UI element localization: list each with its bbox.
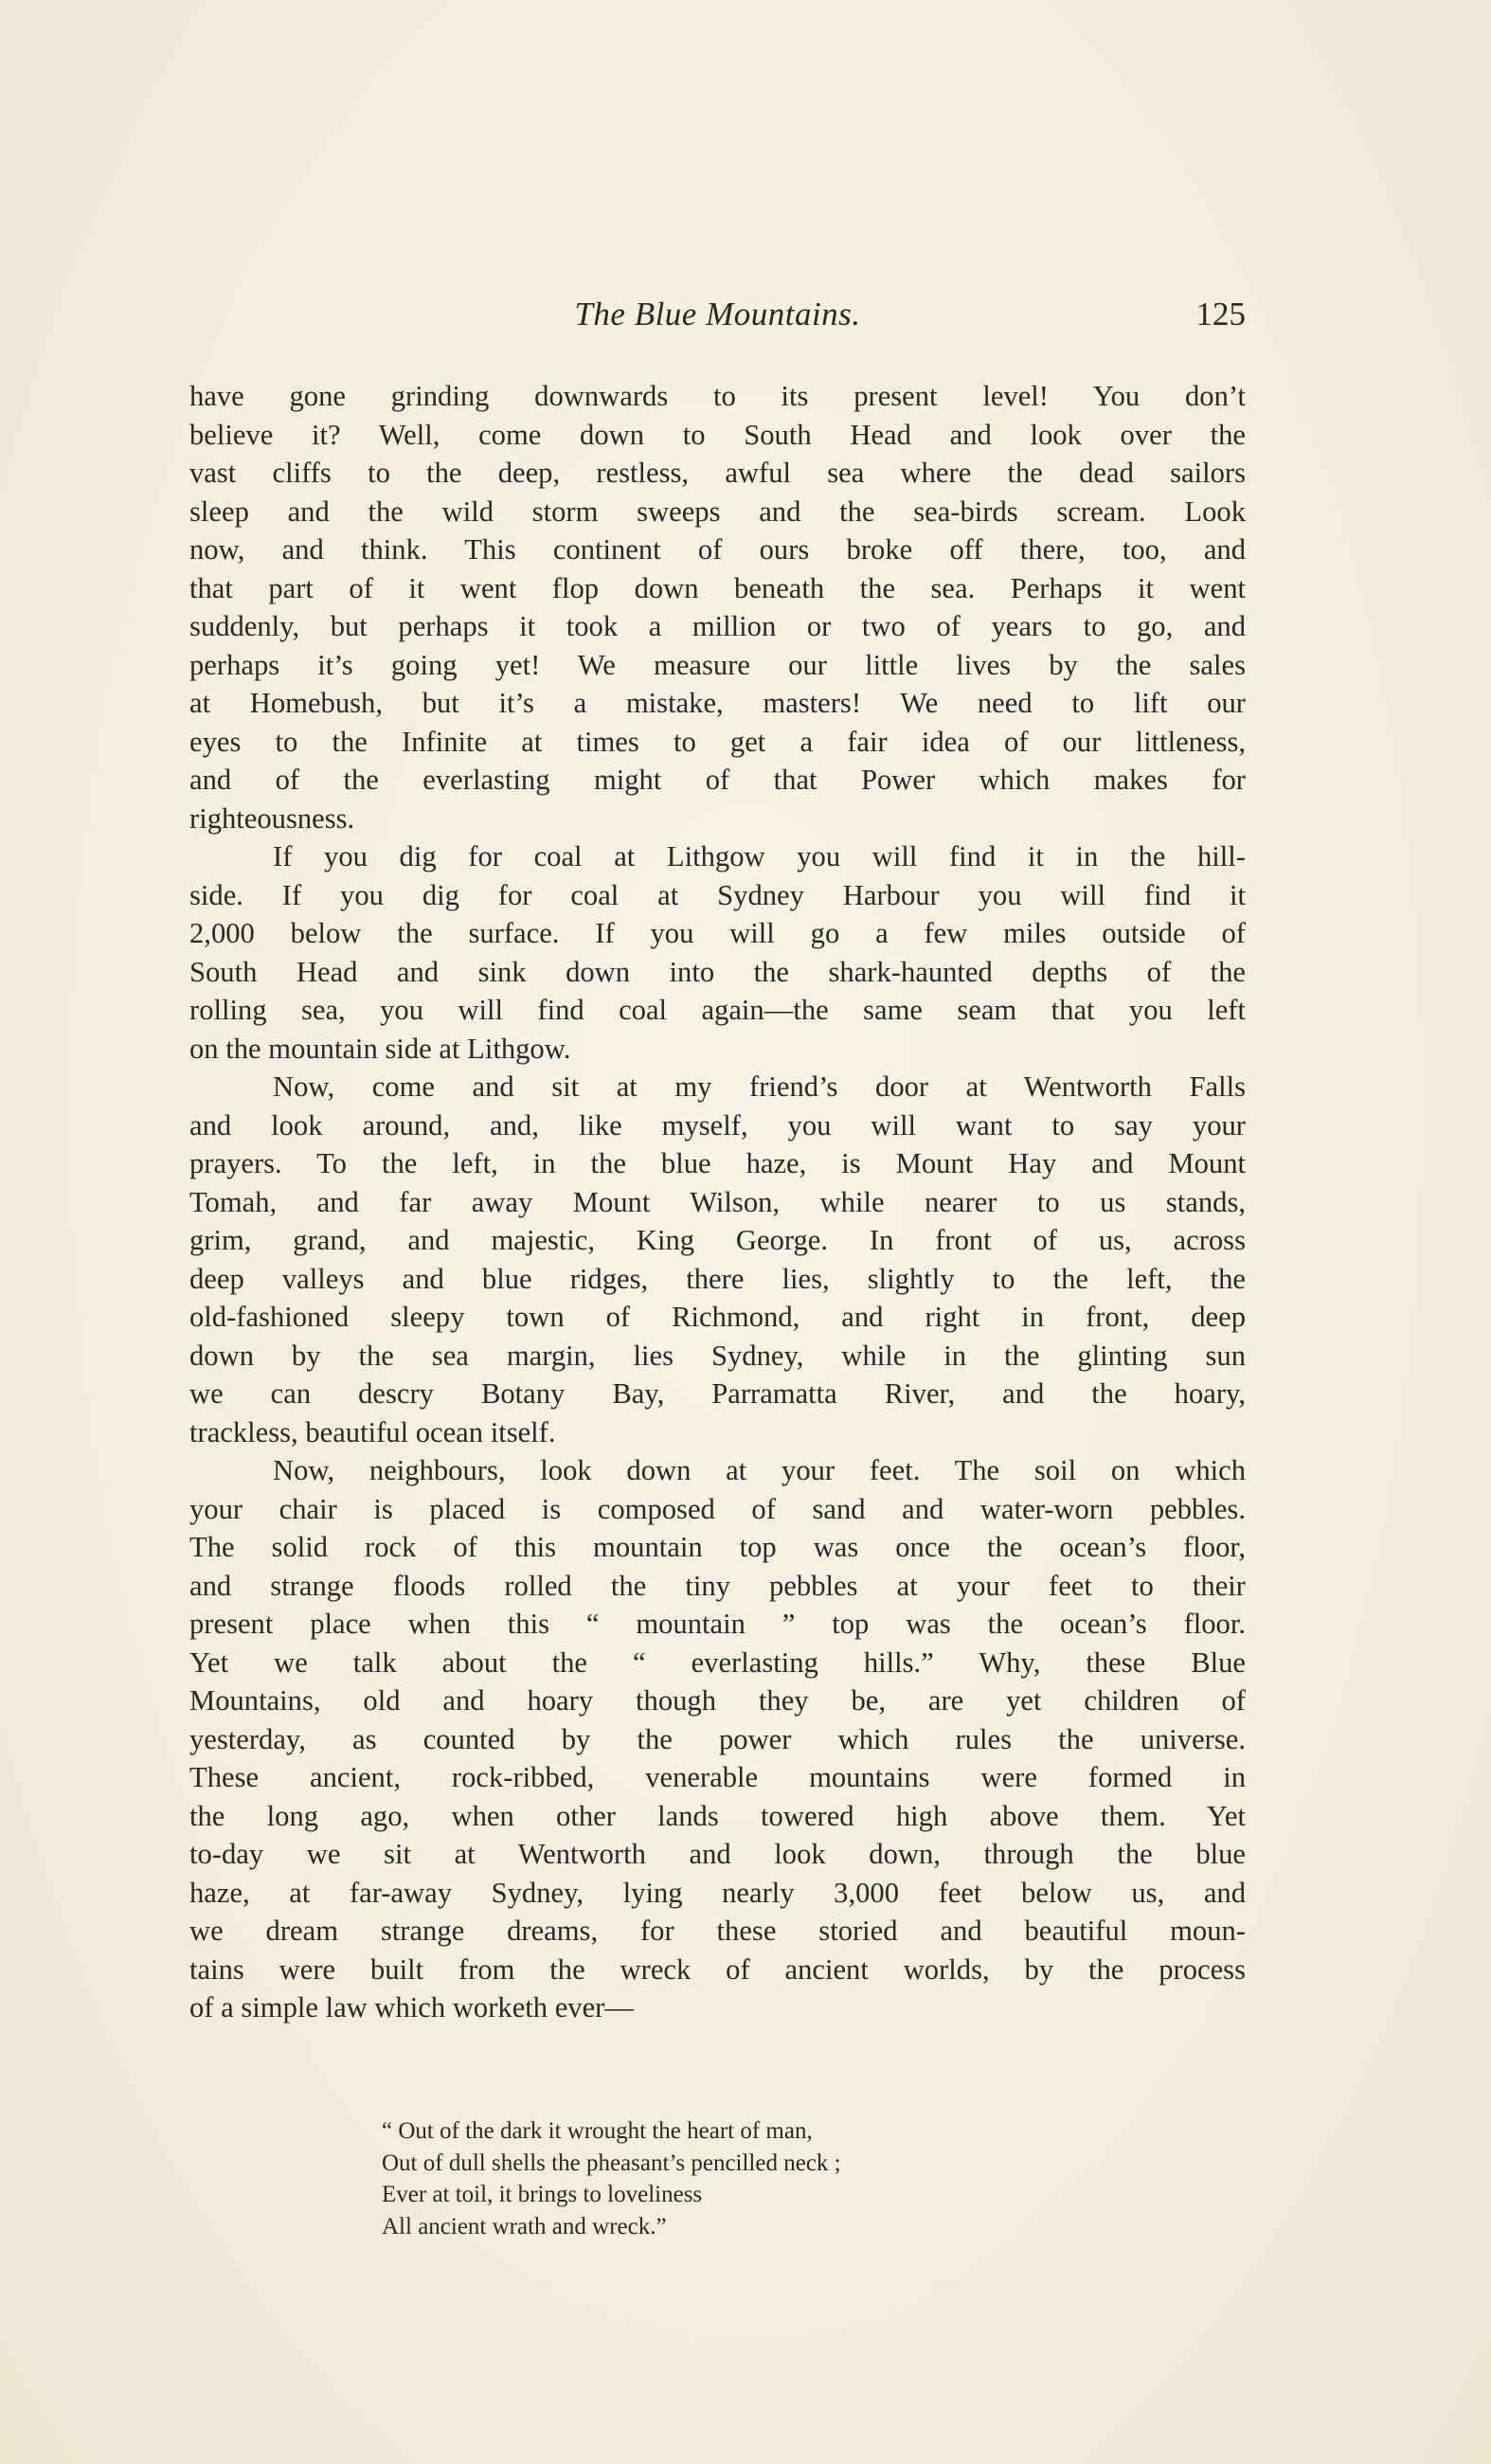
line: on the mountain side at Lithgow.: [189, 1032, 571, 1065]
line: vast cliffs to the deep, restless, awful sea where the dead sailors: [189, 457, 1246, 489]
line: The solid rock of this mountain top was once the ocean’s floor,: [189, 1531, 1246, 1563]
line: of a simple law which worketh ever—: [189, 1991, 634, 2023]
line: perhaps it’s going yet! We measure our little lives by the sales: [189, 648, 1246, 681]
line: down by the sea margin, lies Sydney, while in the glinting sun: [189, 1339, 1246, 1372]
line: old-fashioned sleepy town of Richmond, and right in front, deep: [189, 1301, 1246, 1333]
line: sleep and the wild storm sweeps and the sea-birds scream. Look: [189, 495, 1246, 528]
page-header: [189, 296, 1246, 343]
line: present place when this “ mountain ” top was the ocean’s floor.: [189, 1608, 1246, 1640]
line: deep valleys and blue ridges, there lies, slightly to the left, the: [189, 1262, 1246, 1295]
line: Now, come and sit at my friend’s door at Wentworth Falls: [273, 1070, 1246, 1103]
paragraph-3: [189, 1068, 1246, 1451]
line: believe it? Well, come down to South Head and look over the: [189, 418, 1246, 451]
line: 2,000 below the surface. If you will go a few miles outside of: [189, 917, 1246, 949]
line: suddenly, but perhaps it took a million or two of years to go, and: [189, 610, 1246, 642]
line: we can descry Botany Bay, Parramatta River, and the hoary,: [189, 1377, 1246, 1410]
line: Tomah, and far away Mount Wilson, while nearer to us stands,: [189, 1185, 1246, 1218]
body-text: [189, 377, 1246, 2027]
line: and look around, and, like myself, you will want to say your: [189, 1108, 1246, 1142]
line: trackless, beautiful ocean itself.: [189, 1415, 556, 1448]
line: righteousness.: [189, 801, 355, 835]
line: and strange floods rolled the tiny pebbles at your feet to their: [189, 1569, 1246, 1602]
line: eyes to the Infinite at times to get a fair idea of our littleness,: [189, 725, 1246, 758]
line: now, and think. This continent of ours broke off there, too, and: [189, 533, 1246, 566]
line: side. If you dig for coal at Sydney Harbour you will find it: [189, 878, 1246, 911]
line: South Head and sink down into the shark-haunted depths of the: [189, 955, 1246, 988]
line: the long ago, when other lands towered high above them. Yet: [189, 1799, 1246, 1832]
line: your chair is placed is composed of sand and water-worn pebbles.: [189, 1492, 1246, 1525]
line: grim, grand, and majestic, King George. In front of us, across: [189, 1224, 1246, 1256]
verse-line: “ Out of the dark it wrought the heart of man,: [382, 2118, 813, 2144]
line: that part of it went flop down beneath the sea. Perhaps it went: [189, 571, 1246, 604]
line: to-day we sit at Wentworth and look down, through the blue: [189, 1838, 1246, 1870]
verse-line: Ever at toil, it brings to loveliness: [382, 2182, 703, 2207]
verse-quotation: [382, 2115, 1121, 2242]
line: tains were built from the wreck of ancient worlds, by the process: [189, 1952, 1246, 1986]
line: we dream strange dreams, for these storied and beautiful moun-: [189, 1915, 1246, 1947]
page-number: 125: [1195, 296, 1246, 333]
verse-line: All ancient wrath and wreck.”: [382, 2213, 667, 2239]
line: and of the everlasting might of that Power which makes for: [189, 764, 1246, 796]
line: have gone grinding downwards to its present level! You don’t: [189, 380, 1246, 412]
verse-line: Out of dull shells the pheasant’s pencilled neck ;: [382, 2149, 841, 2176]
line: If you dig for coal at Lithgow you will find it in the hill-: [273, 840, 1246, 872]
paragraph-2: [189, 837, 1246, 1068]
line: rolling sea, you will find coal again—the same seam that you left: [189, 994, 1246, 1026]
paragraph-4: [189, 1451, 1246, 2027]
line: at Homebush, but it’s a mistake, masters! We need to lift our: [189, 687, 1246, 719]
paragraph-1: [189, 377, 1246, 837]
line: Now, neighbours, look down at your feet. The soil on which: [273, 1454, 1246, 1486]
line: prayers. To the left, in the blue haze, is Mount Hay and Mount: [189, 1147, 1246, 1179]
line: yesterday, as counted by the power which rules the universe.: [189, 1722, 1246, 1755]
line: haze, at far-away Sydney, lying nearly 3,000 feet below us, and: [189, 1876, 1246, 1909]
running-title: The Blue Mountains.: [574, 296, 861, 333]
line: Mountains, old and hoary though they be, are yet children of: [189, 1684, 1246, 1717]
line: Yet we talk about the “ everlasting hills.” Why, these Blue: [189, 1646, 1246, 1679]
line: These ancient, rock-ribbed, venerable mountains were formed in: [189, 1761, 1246, 1793]
